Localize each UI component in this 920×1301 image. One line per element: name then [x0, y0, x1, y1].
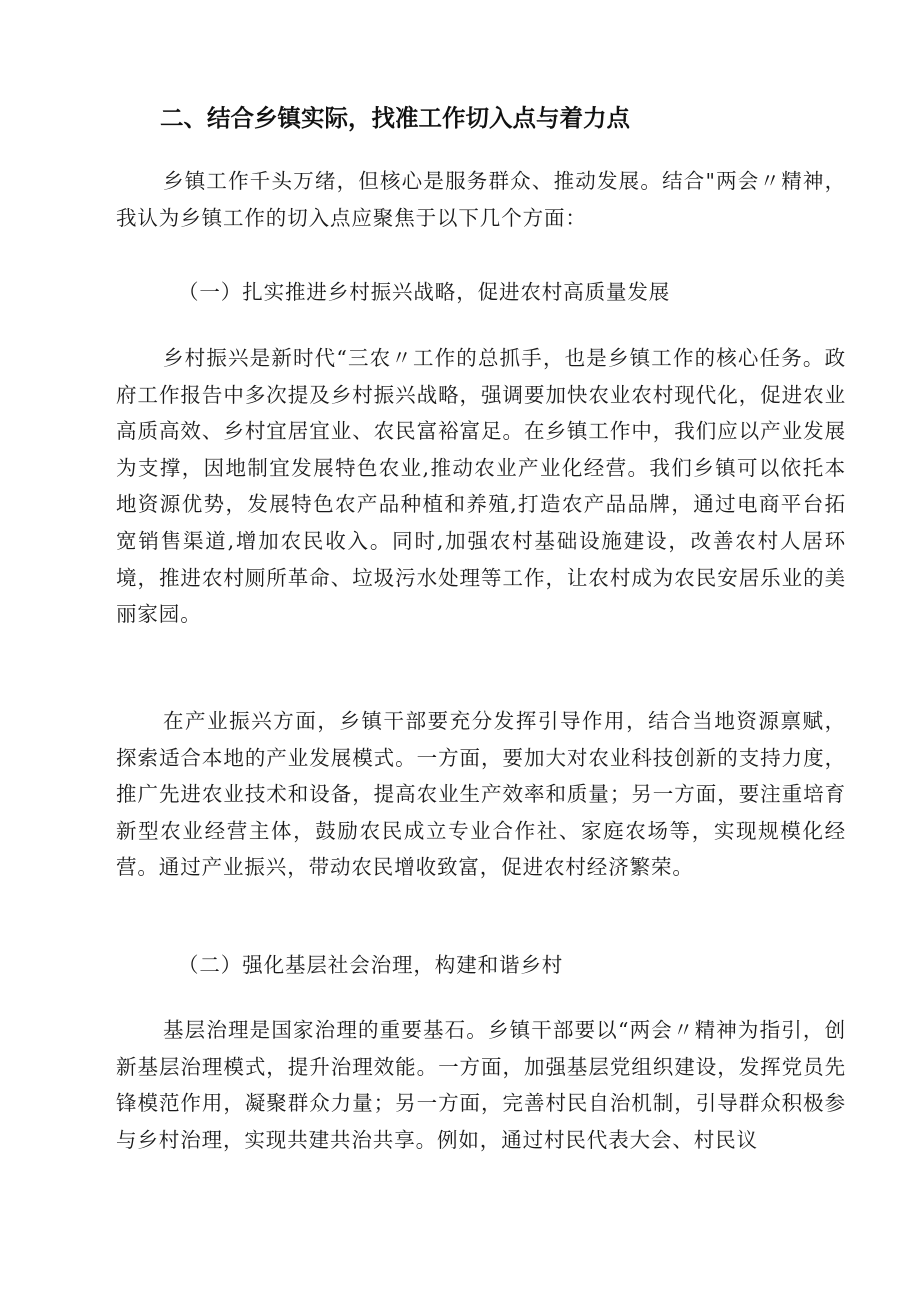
governance-paragraph: 基层治理是国家治理的重要基石。乡镇干部要以“两会〃精神为指引，创新基层治理模式，提升治理效能。一方面，加强基层党组织建设，发挥党员先锋模范作用，凝聚群众力量；另一方面，完善村民自治机制，引导群众积极参与乡村治理，实现共建共治共享。例如，通过村民代表大会、村民议 [116, 1018, 846, 1152]
subheading-grassroots-governance: （二）强化基层社会治理，构建和谐乡村 [178, 953, 564, 977]
section-heading: 二、结合乡镇实际，找准工作切入点与着力点 [160, 104, 630, 132]
rural-revitalization-paragraph: 乡村振兴是新时代“三农〃工作的总抓手，也是乡镇工作的核心任务。政府工作报告中多次提及乡村振兴战略，强调要加快农业农村现代化，促进农业高质高效、乡村宜居宜业、农民富裕富足。在乡镇工作中，我们应以产业发展为支撑，因地制宜发展特色农业,推动农业产业化经营。我们乡镇可以依托本地资源优势，发展特色农产品种植和养殖,打造农产品品牌，通过电商平台拓宽销售渠道,增加农民收入。同时,加强农村基础设施建设，改善农村人居环境，推进农村厕所革命、垃圾污水处理等工作，让农村成为农民安居乐业的美丽家园。 [116, 346, 846, 627]
industry-paragraph: 在产业振兴方面，乡镇干部要充分发挥引导作用，结合当地资源禀赋，探索适合本地的产业发展模式。一方面，要加大对农业科技创新的支持力度，推广先进农业技术和设备，提高农业生产效率和质量；另一方面，要注重培育新型农业经营主体，鼓励农民成立专业合作社、家庭农场等，实现规模化经营。通过产业振兴，带动农民增收致富，促进农村经济繁荣。 [116, 709, 846, 880]
subheading-rural-revitalization: （一）扎实推进乡村振兴战略，促进农村高质量发展 [178, 280, 671, 304]
intro-paragraph: 乡镇工作千头万绪，但核心是服务群众、推动发展。结合"两会〃精神，我认为乡镇工作的切入点应聚焦于以下几个方面： [116, 169, 846, 230]
